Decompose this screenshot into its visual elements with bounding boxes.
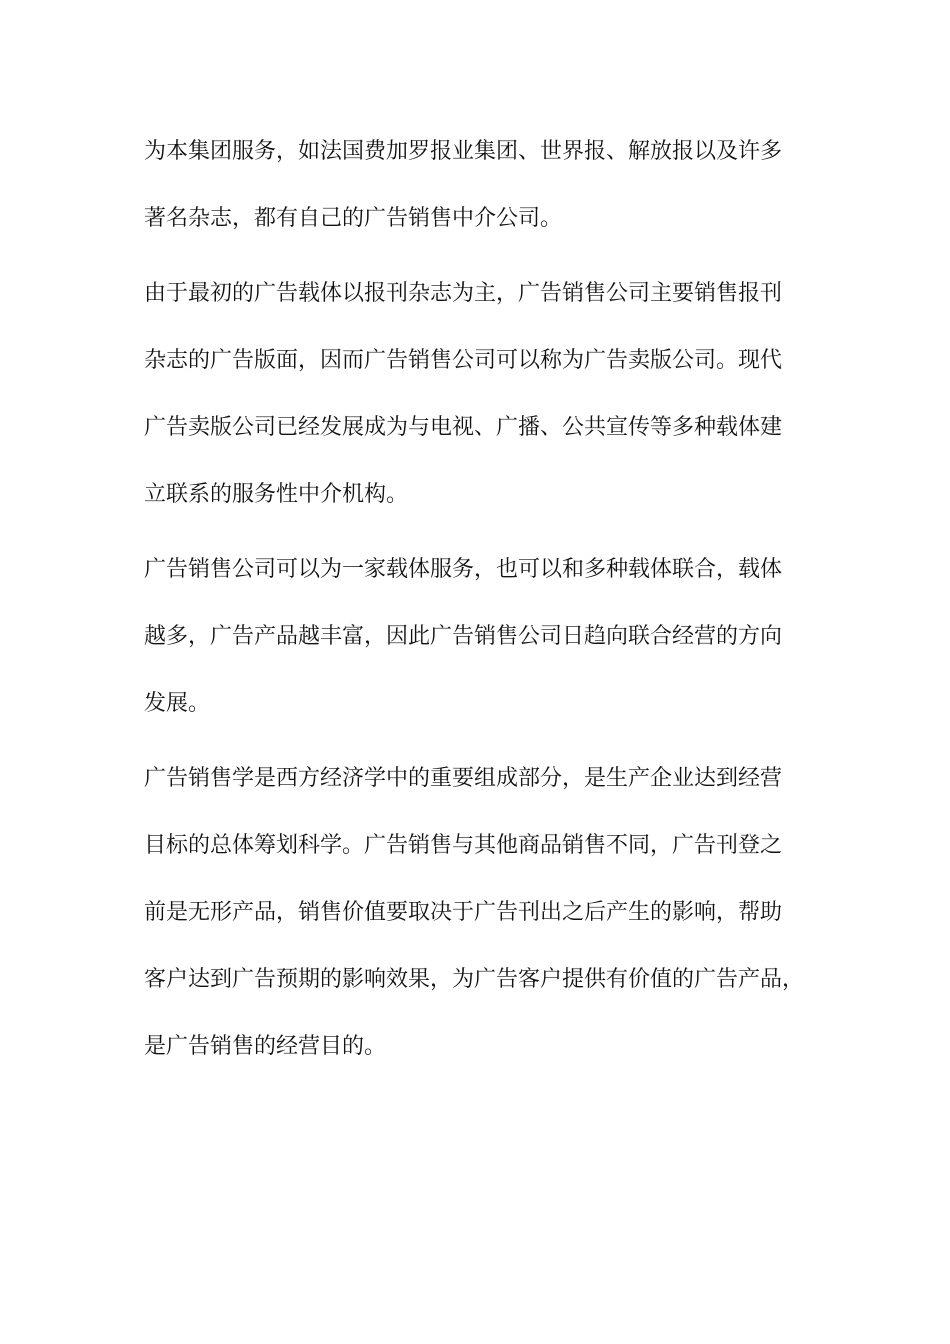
text-line: 目标的总体筹划科学。广告销售与其他商品销售不同，广告刊登之 (144, 833, 783, 858)
text-line: 著名杂志，都有自己的广告销售中介公司。 (144, 206, 563, 231)
text-line: 是广告销售的经营目的。 (144, 1034, 387, 1059)
paragraph-3 (144, 536, 824, 737)
paragraph-4 (144, 745, 824, 1080)
text-line: 立联系的服务性中介机构。 (144, 482, 409, 507)
text-line: 为本集团服务，如法国费加罗报业集团、世界报、解放报以及许多 (144, 139, 783, 164)
text-line: 前是无形产品，销售价值要取决于广告刊出之后产生的影响，帮助 (144, 900, 783, 925)
text-line: 广告卖版公司已经发展成为与电视、广播、公共宣传等多种载体建 (144, 415, 783, 440)
text-line: 越多，广告产品越丰富，因此广告销售公司日趋向联合经营的方向 (144, 624, 783, 649)
text-line: 广告销售公司可以为一家载体服务，也可以和多种载体联合，载体 (144, 557, 783, 582)
text-line: 发展。 (144, 691, 211, 716)
paragraph-2 (144, 260, 824, 528)
text-line: 广告销售学是西方经济学中的重要组成部分，是生产企业达到经营 (144, 766, 783, 791)
text-line: 客户达到广告预期的影响效果，为广告客户提供有价值的广告产品， (144, 967, 805, 992)
text-line: 由于最初的广告载体以报刊杂志为主，广告销售公司主要销售报刊 (144, 281, 783, 306)
body-text (144, 118, 824, 1088)
paragraph-1 (144, 118, 824, 252)
text-line: 杂志的广告版面，因而广告销售公司可以称为广告卖版公司。现代 (144, 348, 783, 373)
